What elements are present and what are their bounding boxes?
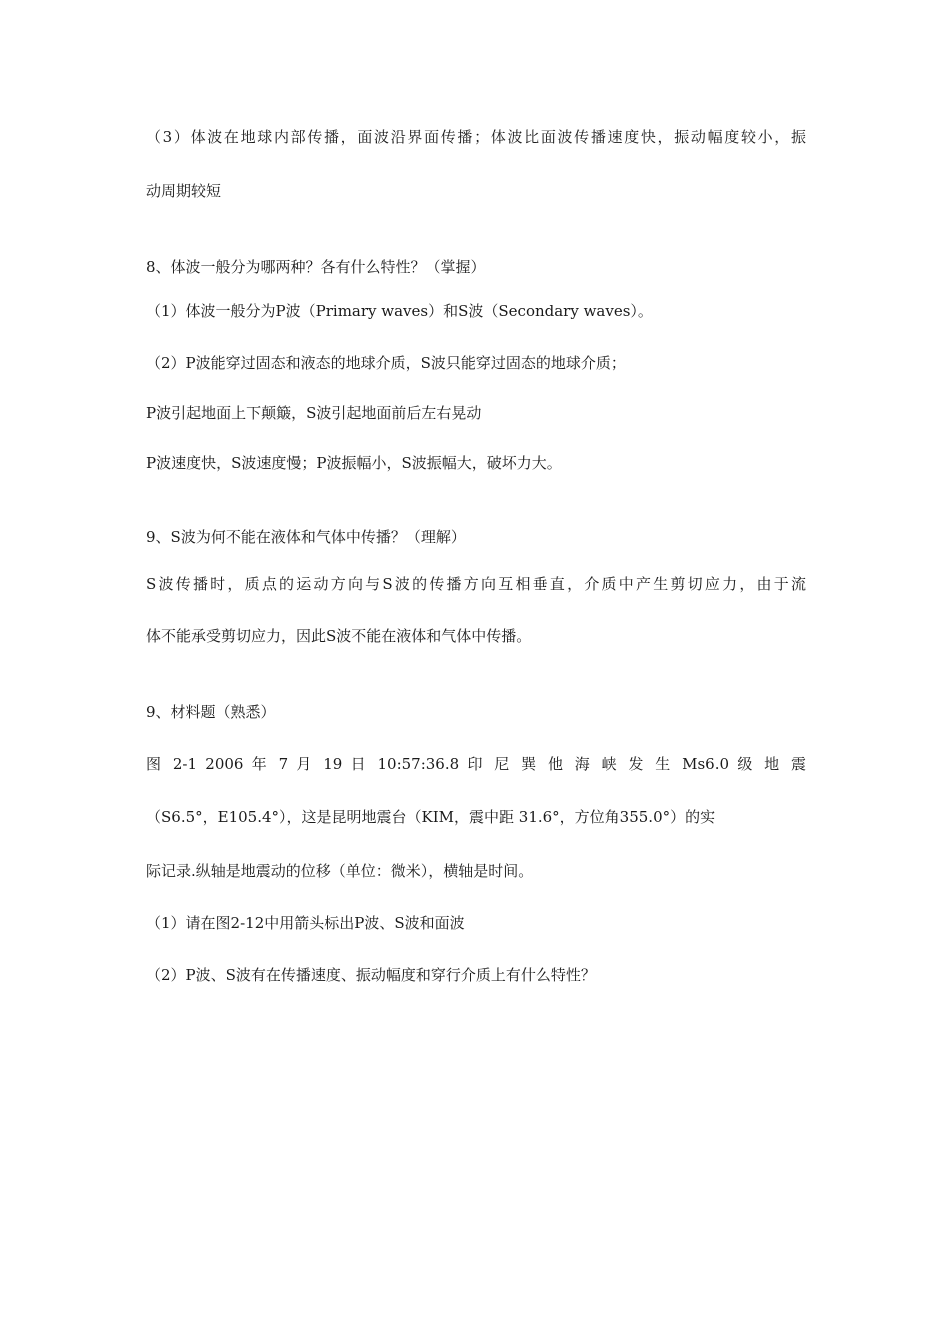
sub-question-1: （1）请在图2-12中用箭头标出P波、S波和面波 [146,914,465,932]
text-line-body-wave-types: （1）体波一般分为P波（Primary waves）和S波（Secondary waves）。 [146,302,653,320]
text-line-wave-media: （2）P波能穿过固态和液态的地球介质，S波只能穿过固态的地球介质； [146,354,626,372]
text-line-wave-speed: P波速度快，S波速度慢；P波振幅小，S波振幅大，破坏力大。 [146,454,562,472]
text-line-wave-propagation: （3）体波在地球内部传播，面波沿界面传播；体波比面波传播速度快，振动幅度较小，振 [146,128,806,146]
question-8-heading: 8、体波一般分为哪两种？各有什么特性？（掌握） [146,258,486,276]
text-line-ground-motion: P波引起地面上下颠簸，S波引起地面前后左右晃动 [146,404,482,422]
text-line-coordinates: （S6.5°，E105.4°），这是昆明地震台（KIM，震中距 31.6°，方位角355.0°）的实 [146,808,716,826]
material-question-heading: 9、材料题（熟悉） [146,703,276,721]
question-9-heading: 9、S波为何不能在液体和气体中传播？（理解） [146,528,466,546]
text-line-wave-period: 动周期较短 [146,182,222,200]
text-line-s-wave-conclusion: 体不能承受剪切应力，因此S波不能在液体和气体中传播。 [146,627,532,645]
text-line-figure-description: 图 2-1 2006 年 7 月 19 日 10:57:36.8 印 尼 巽 他 海 峡 发 生 Ms6.0 级 地 震 [146,755,806,773]
text-line-s-wave-shear: S波传播时，质点的运动方向与S波的传播方向互相垂直，介质中产生剪切应力，由于流 [146,575,806,593]
text-line-axis-description: 际记录.纵轴是地震动的位移（单位：微米），横轴是时间。 [146,862,534,880]
sub-question-2: （2）P波、S波有在传播速度、振动幅度和穿行介质上有什么特性？ [146,966,596,984]
